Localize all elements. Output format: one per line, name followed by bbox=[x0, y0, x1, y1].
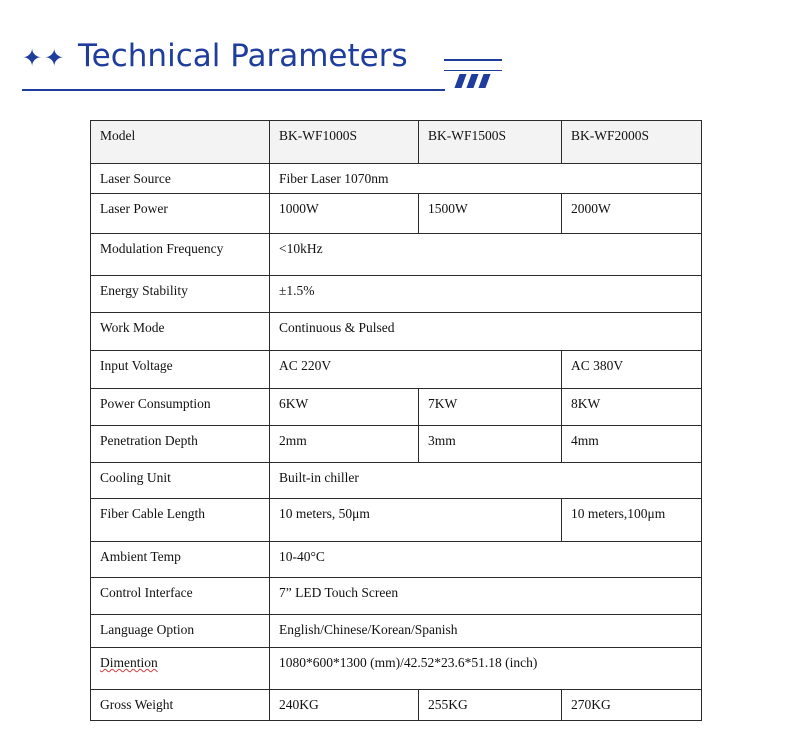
cell-value: AC 380V bbox=[562, 351, 702, 389]
cell-value: 1080*600*1300 (mm)/42.52*23.6*51.18 (inch) bbox=[270, 648, 702, 690]
model-name: BK-WF1500S bbox=[419, 121, 562, 164]
page-title: Technical Parameters bbox=[78, 38, 408, 74]
cell-value: 4mm bbox=[562, 426, 702, 463]
row-label: Penetration Depth bbox=[91, 426, 270, 463]
cell-value: 10-40°C bbox=[270, 542, 702, 578]
table-row bbox=[91, 351, 702, 389]
cell-value: AC 220V bbox=[270, 351, 562, 389]
cell-value: 255KG bbox=[419, 690, 562, 721]
technical-parameters-table bbox=[90, 120, 702, 721]
decorative-line bbox=[444, 59, 502, 61]
decorative-line bbox=[444, 70, 502, 71]
decorative-bar bbox=[466, 74, 478, 88]
cell-value: 10 meters,100μm bbox=[562, 499, 702, 542]
row-label: Power Consumption bbox=[91, 389, 270, 426]
table-row bbox=[91, 578, 702, 615]
row-label: Cooling Unit bbox=[91, 463, 270, 499]
cell-value: 1000W bbox=[270, 194, 419, 234]
table-row bbox=[91, 690, 702, 721]
decorative-bar bbox=[454, 74, 466, 88]
table-row bbox=[91, 542, 702, 578]
table-row bbox=[91, 276, 702, 313]
cell-value: 8KW bbox=[562, 389, 702, 426]
model-name: BK-WF1000S bbox=[270, 121, 419, 164]
sparkle-icon: ✦✦ bbox=[22, 44, 67, 72]
row-label: Gross Weight bbox=[91, 690, 270, 721]
row-label bbox=[91, 648, 270, 690]
cell-value: Built-in chiller bbox=[270, 463, 702, 499]
cell-value: <10kHz bbox=[270, 234, 702, 276]
table-row bbox=[91, 648, 702, 690]
table-row bbox=[91, 499, 702, 542]
cell-value: 270KG bbox=[562, 690, 702, 721]
row-label: Model bbox=[91, 121, 270, 164]
row-label: Laser Power bbox=[91, 194, 270, 234]
cell-value: 240KG bbox=[270, 690, 419, 721]
row-label: Work Mode bbox=[91, 313, 270, 351]
cell-value: 10 meters, 50μm bbox=[270, 499, 562, 542]
cell-value: ±1.5% bbox=[270, 276, 702, 313]
row-label: Language Option bbox=[91, 615, 270, 648]
dimention-label: Dimention bbox=[100, 655, 158, 670]
row-label: Laser Source bbox=[91, 164, 270, 194]
cell-value: 7KW bbox=[419, 389, 562, 426]
decorative-bar bbox=[478, 74, 490, 88]
cell-value: 3mm bbox=[419, 426, 562, 463]
table-row bbox=[91, 234, 702, 276]
cell-value: Fiber Laser 1070nm bbox=[270, 164, 702, 194]
table-row bbox=[91, 389, 702, 426]
row-label: Control Interface bbox=[91, 578, 270, 615]
row-label: Ambient Temp bbox=[91, 542, 270, 578]
cell-value: Continuous & Pulsed bbox=[270, 313, 702, 351]
section-header bbox=[0, 0, 790, 100]
table-row bbox=[91, 426, 702, 463]
cell-value: 2mm bbox=[270, 426, 419, 463]
title-underline bbox=[22, 89, 445, 91]
cell-value: 7” LED Touch Screen bbox=[270, 578, 702, 615]
table-row bbox=[91, 194, 702, 234]
row-label: Energy Stability bbox=[91, 276, 270, 313]
table-row bbox=[91, 313, 702, 351]
cell-value: 6KW bbox=[270, 389, 419, 426]
table-row bbox=[91, 463, 702, 499]
cell-value: English/Chinese/Korean/Spanish bbox=[270, 615, 702, 648]
table-row bbox=[91, 164, 702, 194]
row-label: Modulation Frequency bbox=[91, 234, 270, 276]
cell-value: 1500W bbox=[419, 194, 562, 234]
row-label: Input Voltage bbox=[91, 351, 270, 389]
row-label: Fiber Cable Length bbox=[91, 499, 270, 542]
table-row bbox=[91, 121, 702, 164]
model-name: BK-WF2000S bbox=[562, 121, 702, 164]
cell-value: 2000W bbox=[562, 194, 702, 234]
table-row bbox=[91, 615, 702, 648]
